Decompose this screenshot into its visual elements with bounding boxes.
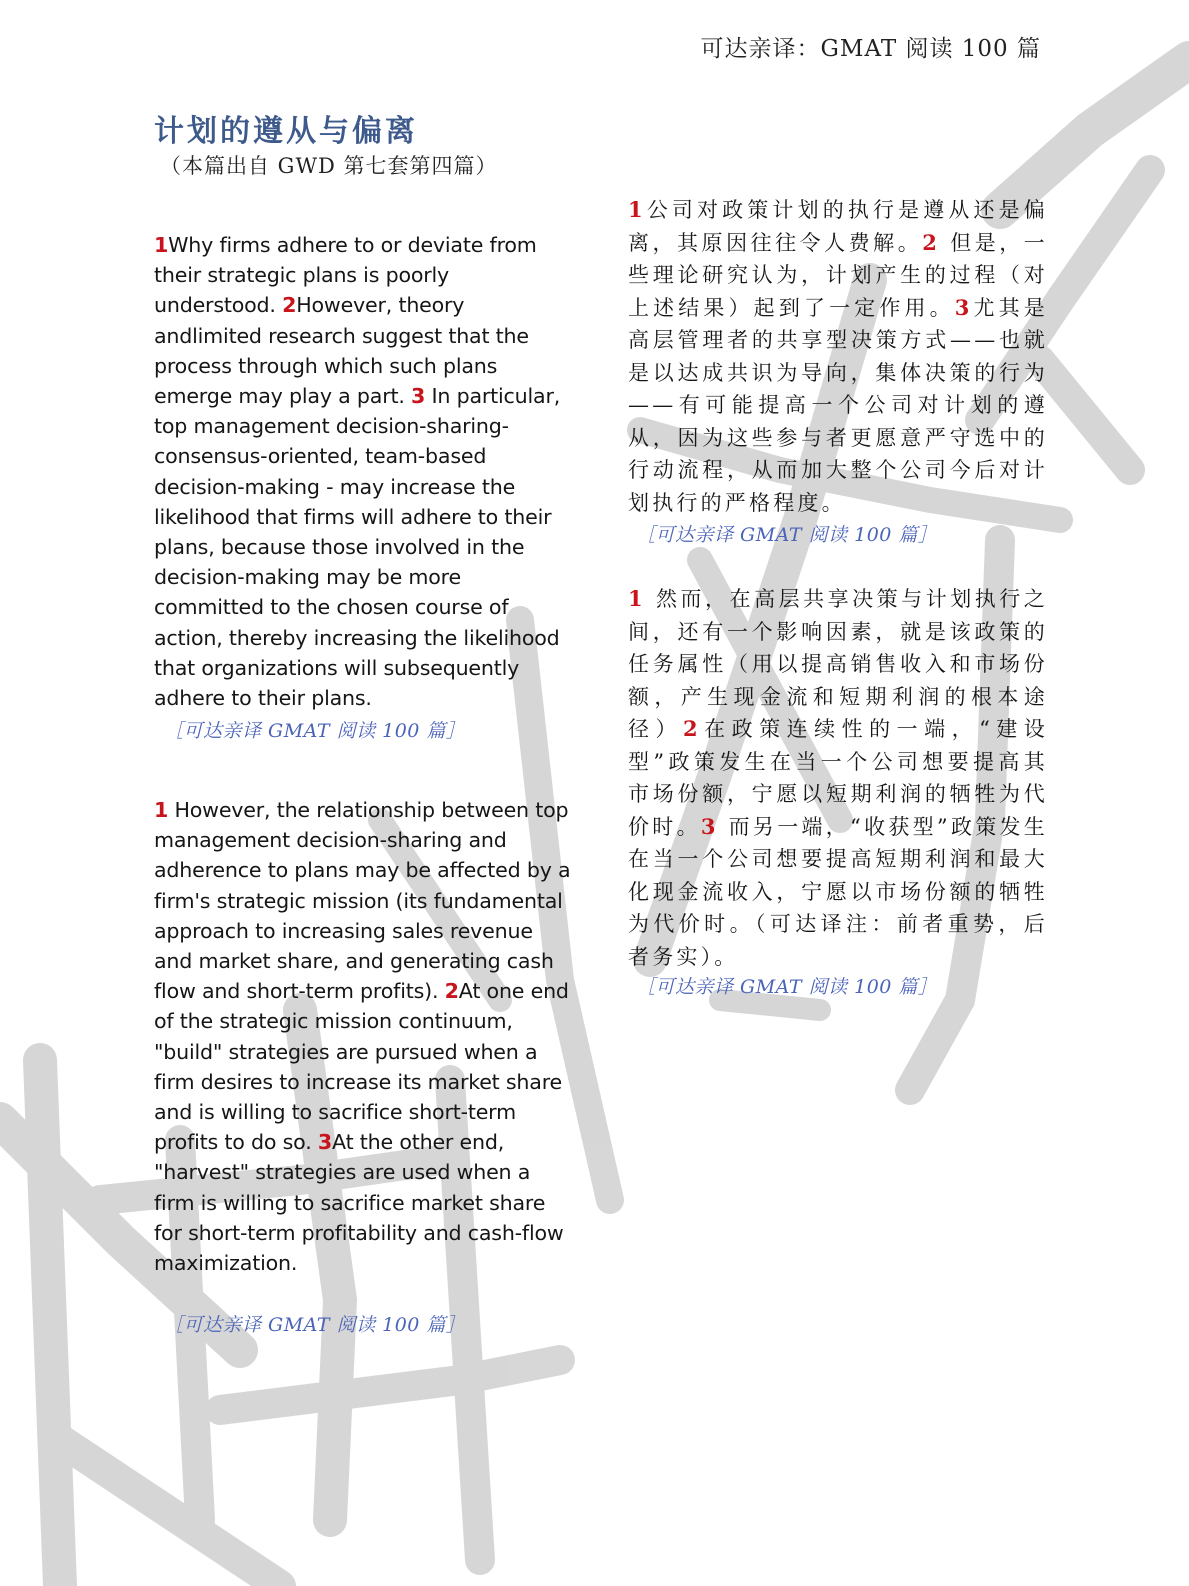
sentence-number: 1 <box>628 586 646 611</box>
chinese-paragraph-1 <box>628 194 1048 519</box>
sentence-number: 2 <box>282 293 297 318</box>
sentence-number: 1 <box>154 233 169 257</box>
sentence: 但是，一些理论研究认为，计划产生的过程（对上述结果）起到了一定作用。 <box>628 230 1048 320</box>
sentence: Why firms adhere to or deviate from their strategic plans is poorly understood. <box>154 233 537 318</box>
sentence: At one end of the strategic mission continuum, "build" strategies are pursued when a firm desires to increase its market share and is willing to sacrifice short-term profits to do so. <box>154 979 569 1155</box>
sentence-number: 2 <box>683 716 701 741</box>
chinese-paragraph-2 <box>628 583 1048 973</box>
sentence-number: 3 <box>317 1130 333 1155</box>
sentence-number: 2 <box>922 229 941 255</box>
credit-line: ［可达亲译 GMAT 阅读 100 篇］ <box>164 1314 466 1336</box>
sentence: However, theory andlimited research suggest that the process through which such plans emerge may play a part. <box>154 293 529 409</box>
sentence: 尤其是高层管理者的共享型决策方式——也就是以达成共识为导向，集体决策的行为——有可能提高一个公司对计划的遵从，因为这些参与者更愿意严守选中的行动流程，从而加大整个公司今后对计划执行的严格程度。 <box>628 295 1048 515</box>
sentence: In particular, top management decision-sharing-consensus-oriented, team-based decision-making - may increase the likelihood that firms will adhere to their plans, because those involved in the decision-making may be more committed to the chosen course of action, thereby increasing the likelihood that organizations will subsequently adhere to their plans. <box>154 384 561 711</box>
sentence: 公司对政策计划的执行是遵从还是偏离，其原因往往令人费解。 <box>628 198 1048 255</box>
running-header: 可达亲译：GMAT 阅读 100 篇 <box>700 36 1041 62</box>
credit-line: ［可达亲译 GMAT 阅读 100 篇］ <box>636 524 938 546</box>
credit-line: ［可达亲译 GMAT 阅读 100 篇］ <box>164 720 466 742</box>
english-paragraph-2 <box>154 795 574 1278</box>
article-title: 计划的遵从与偏离 <box>154 114 418 149</box>
sentence: 而另一端，“收获型”政策发生在当一个公司想要提高短期利润和最大化现金流收入，宁愿以市场份额的牺牲为代价时。（可达译注：前者重势，后者务实）。 <box>628 814 1048 969</box>
sentence-number: 3 <box>954 294 973 320</box>
sentence-number: 1 <box>154 798 169 822</box>
sentence: 在政策连续性的一端，“建设型”政策发生在当一个公司想要提高其市场份额，宁愿以短期利润的牺牲为代价时。 <box>628 717 1048 839</box>
sentence-number: 1 <box>628 197 646 222</box>
english-paragraph-1 <box>154 230 574 713</box>
sentence-number: 3 <box>411 384 426 409</box>
sentence-number: 2 <box>444 979 459 1004</box>
sentence: At the other end, "harvest" strategies are used when a firm is willing to sacrifice market share for short-term profitability and cash-flow maximization. <box>154 1130 564 1276</box>
sentence: However, the relationship between top management decision-sharing and adherence to plans may be affected by a firm's strategic mission (its fundamental approach to increasing sales revenue and market share, and generating cash flow and short-term profits). <box>154 798 571 1004</box>
sentence-number: 3 <box>700 813 719 839</box>
credit-line: ［可达亲译 GMAT 阅读 100 篇］ <box>636 976 938 998</box>
sentence: 然而，在高层共享决策与计划执行之间，还有一个影响因素，就是该政策的任务属性（用以提高销售收入和市场份额，产生现金流和短期利润的根本途径） <box>628 587 1048 741</box>
article-source: （本篇出自 GWD 第七套第四篇） <box>160 154 498 178</box>
